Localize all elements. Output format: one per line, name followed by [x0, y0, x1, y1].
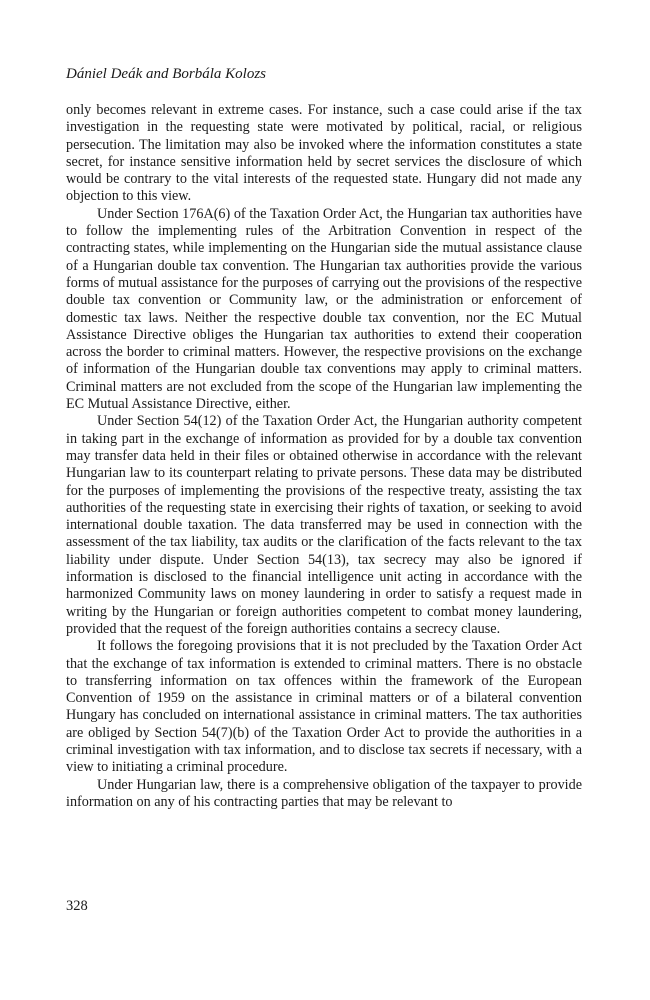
paragraph-section-176a: Under Section 176A(6) of the Taxation Order Act, the Hungarian tax authorities have to follow the implementing rules of the Arbitration Convention in respect of the contracting states, while implementing on the Hungarian side the mutual assistance clause of a Hungarian double tax convention. The Hungarian tax authorities provide the various forms of mutual assistance for the purposes of carrying out the provisions of the respective double tax convention or Community law, or the administration or enforcement of domestic tax laws. Neither the respective double tax convention, nor the EC Mutual Assistance Directive obliges the Hungarian tax authorities to extend their cooperation across the border to criminal matters. However, the respective provisions on the exchange of information of the Hungarian double tax conventions may apply to criminal matters. Criminal matters are not excluded from the scope of the Hungarian law implementing the EC Mutual Assistance Directive, either. — [66, 205, 582, 413]
paragraph-continuation: only becomes relevant in extreme cases. For instance, such a case could arise if the tax investigation in the requesting state were motivated by political, racial, or religious persecution. The limitation may also be invoked where the information constitutes a state secret, for instance sensitive information held by secret services the disclosure of which would be contrary to the vital interests of the requested state. Hungary did not made any objection to this view. — [66, 102, 582, 205]
paragraph-criminal-matters: It follows the foregoing provisions that it is not precluded by the Taxation Order Act that the exchange of tax information is extended to criminal matters. There is no obstacle to transferring information on tax offences within the framework of the European Convention of 1959 on the assistance in criminal matters or of a bilateral convention Hungary has concluded on international assistance in criminal matters. The tax authorities are obliged by Section 54(7)(b) of the Taxation Order Act to provide the authorities in a criminal investigation with tax information, and to disclose tax secrets if necessary, with a view to initiating a criminal procedure. — [66, 638, 582, 776]
body-text — [66, 102, 582, 811]
paragraph-taxpayer-obligation: Under Hungarian law, there is a comprehensive obligation of the taxpayer to provide information on any of his contracting parties that may be relevant to — [66, 776, 582, 810]
paragraph-section-54-12: Under Section 54(12) of the Taxation Order Act, the Hungarian authority competent in taking part in the exchange of information as provided for by a double tax convention may transfer data held in their files or obtained otherwise in accordance with the relevant Hungarian law to its counterpart relating to private persons. These data may be distributed for the purposes of implementing the provisions of the respective treaty, assisting the tax authorities of the requesting state in exercising their rights of taxation, or seeking to avoid international double taxation. The data transferred may be used in connection with the assessment of the tax liability, tax audits or the clarification of the facts relevant to the tax liability under dispute. Under Section 54(13), tax secrecy may also be ignored if information is disclosed to the financial intelligence unit acting in accordance with the harmonized Community laws on money laundering in order to satisfy a request made in writing by the Hungarian or foreign authorities competent to combat money laundering, provided that the request of the foreign authorities contains a secrecy clause. — [66, 413, 582, 637]
running-header-authors: Dániel Deák and Borbála Kolozs — [66, 66, 266, 82]
page-number: 328 — [66, 898, 88, 914]
